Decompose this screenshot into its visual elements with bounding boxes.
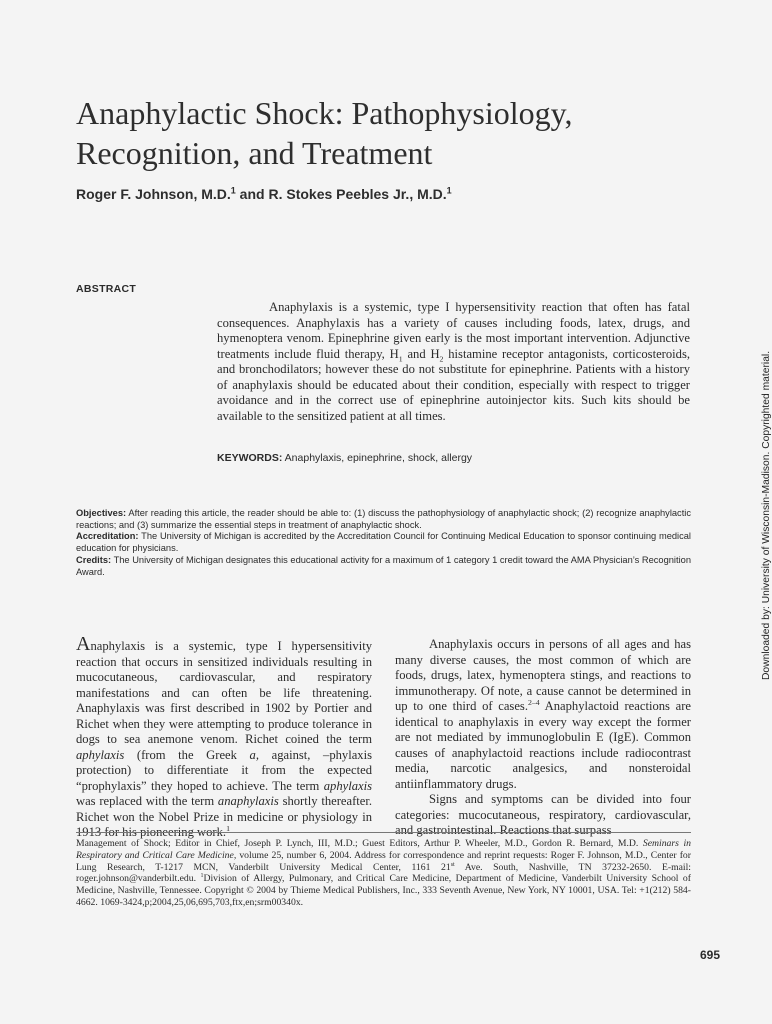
- abstract-part-1: Anaphylaxis is a systemic, type I hypersensitivity reaction that often has fatal consequences. Anaphylaxis has a variety of causes including foods, latex, drugs, and hymenoptera venom. Epinephrine given early is the most important intervention. Adjunctive treatments include fluid therapy, H: [217, 300, 690, 361]
- intro-text-1: naphylaxis is a systemic, type I hypersensitivity reaction that occurs in sensitized individuals resulting in mucocutaneous, cardiovascular, and respiratory manifestations and can often be life threatening. Anaphylaxis was first described in 1902 by Portier and Richet when they were attempting to produce tolerance in dogs to sea anemone venom. Richet coined the term: [76, 639, 372, 746]
- keywords-label: KEYWORDS:: [217, 452, 283, 464]
- credits-text: The University of Michigan designates this educational activity for a maximum of 1 category 1 credit toward the AMA Physician’s Recognition Award.: [76, 554, 691, 577]
- footnote-divider: [76, 832, 691, 833]
- author-1-affiliation-mark: 1: [230, 185, 236, 196]
- footnote-text-4: Division of Allergy, Pulmonary, and Critical Care Medicine, Department of Medicine, Vanderbilt University School of Medicine, Nashville, Tennessee. Copyright © 2004 by Thieme Medical Publishers, Inc., 333 Seventh Avenue, New York, NY 10001, USA. Tel: +1(212) 584-4662. 1069-3424,p;2004,25,06,695,703,ftx,en;srm00340x.: [76, 873, 691, 908]
- term-anaphylaxis: anaphylaxis: [217, 794, 279, 808]
- title-line-1: Anaphylactic Shock: Pathophysiology,: [76, 95, 573, 131]
- term-aphylaxis: aphylaxis: [76, 747, 125, 762]
- intro-text-4: was replaced with the term: [76, 794, 218, 808]
- citation-2-4: 2–4: [527, 697, 540, 707]
- objectives-text: After reading this article, the reader should be able to: (1) discuss the pathophysiology of anaphylactic shock; (2) recognize anaphylactic reactions; and (3) summarize the essential steps in treatment of anaphylactic shock.: [76, 508, 691, 530]
- title-line-2: Recognition, and Treatment: [76, 135, 433, 171]
- accreditation-label: Accreditation:: [76, 531, 139, 542]
- author-1-name: Roger F. Johnson, M.D.: [76, 186, 231, 202]
- body-column-left: [76, 633, 373, 841]
- citation-1: 1: [226, 823, 230, 833]
- footnote: [76, 838, 691, 909]
- causes-paragraph: [395, 637, 691, 792]
- accreditation-paragraph: [76, 531, 691, 554]
- author-joiner: and: [235, 186, 269, 202]
- article-title: [76, 93, 676, 173]
- objectives-paragraph: [76, 508, 691, 531]
- footnote-text-2: volume 25, number 6, 2004. Address for correspondence and reprint requests: Roger F. Johnson, M.D., Center for Lung Research, T-1217 MCN, Vanderbilt University Medical Center, 1161 21: [76, 849, 691, 873]
- intro-paragraph: [76, 633, 373, 841]
- intro-text-2: (from the Greek: [124, 747, 250, 762]
- journal-name: Seminars in Respiratory and Critical Care Medicine,: [76, 838, 692, 861]
- cme-block: [76, 508, 691, 578]
- download-watermark: Downloaded by: University of Wisconsin-Madison. Copyrighted material.: [761, 350, 772, 680]
- accreditation-text: The University of Michigan is accredited by the Accreditation Council for Continuing Medical Education to sponsor continuing medical education for physicians.: [76, 531, 691, 554]
- abstract-part-2: and H: [402, 346, 440, 361]
- causes-text-2: Anaphylactoid reactions are identical to anaphylaxis in every way except the former are not mediated by immunoglobulin E (IgE). Common causes of anaphylactoid reactions include radiocontrast media, narcotic analgesics, and nonsteroidal antiinflammatory drugs.: [395, 699, 691, 791]
- objectives-label: Objectives:: [76, 508, 127, 518]
- intro-text-3: against, –phylaxis protection) to differentiate it from the expected “prophylaxis” they hoped to achieve. The term: [76, 747, 373, 793]
- abstract-heading: ABSTRACT: [76, 283, 137, 295]
- author-2-name: R. Stokes Peebles Jr., M.D.: [268, 186, 447, 202]
- abstract-sub-2: 2: [439, 354, 444, 364]
- intro-text-5: shortly thereafter. Richet won the Nobel Prize in medicine or physiology in 1913 for his pioneering work.: [76, 794, 373, 839]
- credits-label: Credits:: [76, 554, 112, 565]
- causes-text-1: Anaphylaxis occurs in persons of all ages and has many diverse causes, the most common of which are foods, drugs, latex, hymenoptera stings, and reactions to immunotherapy. Of note, a cause cannot be determined in up to one third of cases.: [395, 637, 691, 713]
- author-2-affiliation-mark: 1: [446, 185, 452, 196]
- abstract-text: [217, 300, 690, 424]
- credits-paragraph: [76, 555, 691, 578]
- abstract-sub-1: 1: [398, 354, 403, 364]
- ordinal-suffix: st: [450, 861, 455, 868]
- keywords-text: Anaphylaxis, epinephrine, shock, allergy: [282, 452, 473, 464]
- symptoms-paragraph: Signs and symptoms can be divided into four categories: mucocutaneous, respiratory, cardiovascular, and gastrointestinal. Reactions that surpass: [395, 792, 691, 837]
- term-aphylaxis-2: aphylaxis: [323, 778, 372, 793]
- page-number: 695: [700, 948, 721, 962]
- body-column-right: [395, 637, 691, 839]
- drop-cap: A: [76, 633, 91, 655]
- author-list: [76, 186, 676, 202]
- affiliation-mark: 1: [200, 873, 204, 880]
- footnote-text-1: Management of Shock; Editor in Chief, Joseph P. Lynch, III, M.D.; Guest Editors, Arthur P. Wheeler, M.D., Gordon R. Bernard, M.D.: [76, 838, 643, 849]
- abstract-part-3: histamine receptor antagonists, corticosteroids, and bronchodilators; however these do not substitute for epinephrine. Patients with a history of anaphylaxis should be educated about their condition, especially with respect to trigger avoidance and in the correct use of epinephrine autoinjector kits. Such kits should be available to the sensitized patient at all times.: [217, 346, 691, 423]
- footnote-text-3: Ave. South, Nashville, TN 37232-2650. E-mail: roger.johnson@vanderbilt.edu.: [76, 861, 691, 885]
- keywords: [217, 452, 690, 464]
- term-greek-a: a,: [249, 747, 259, 762]
